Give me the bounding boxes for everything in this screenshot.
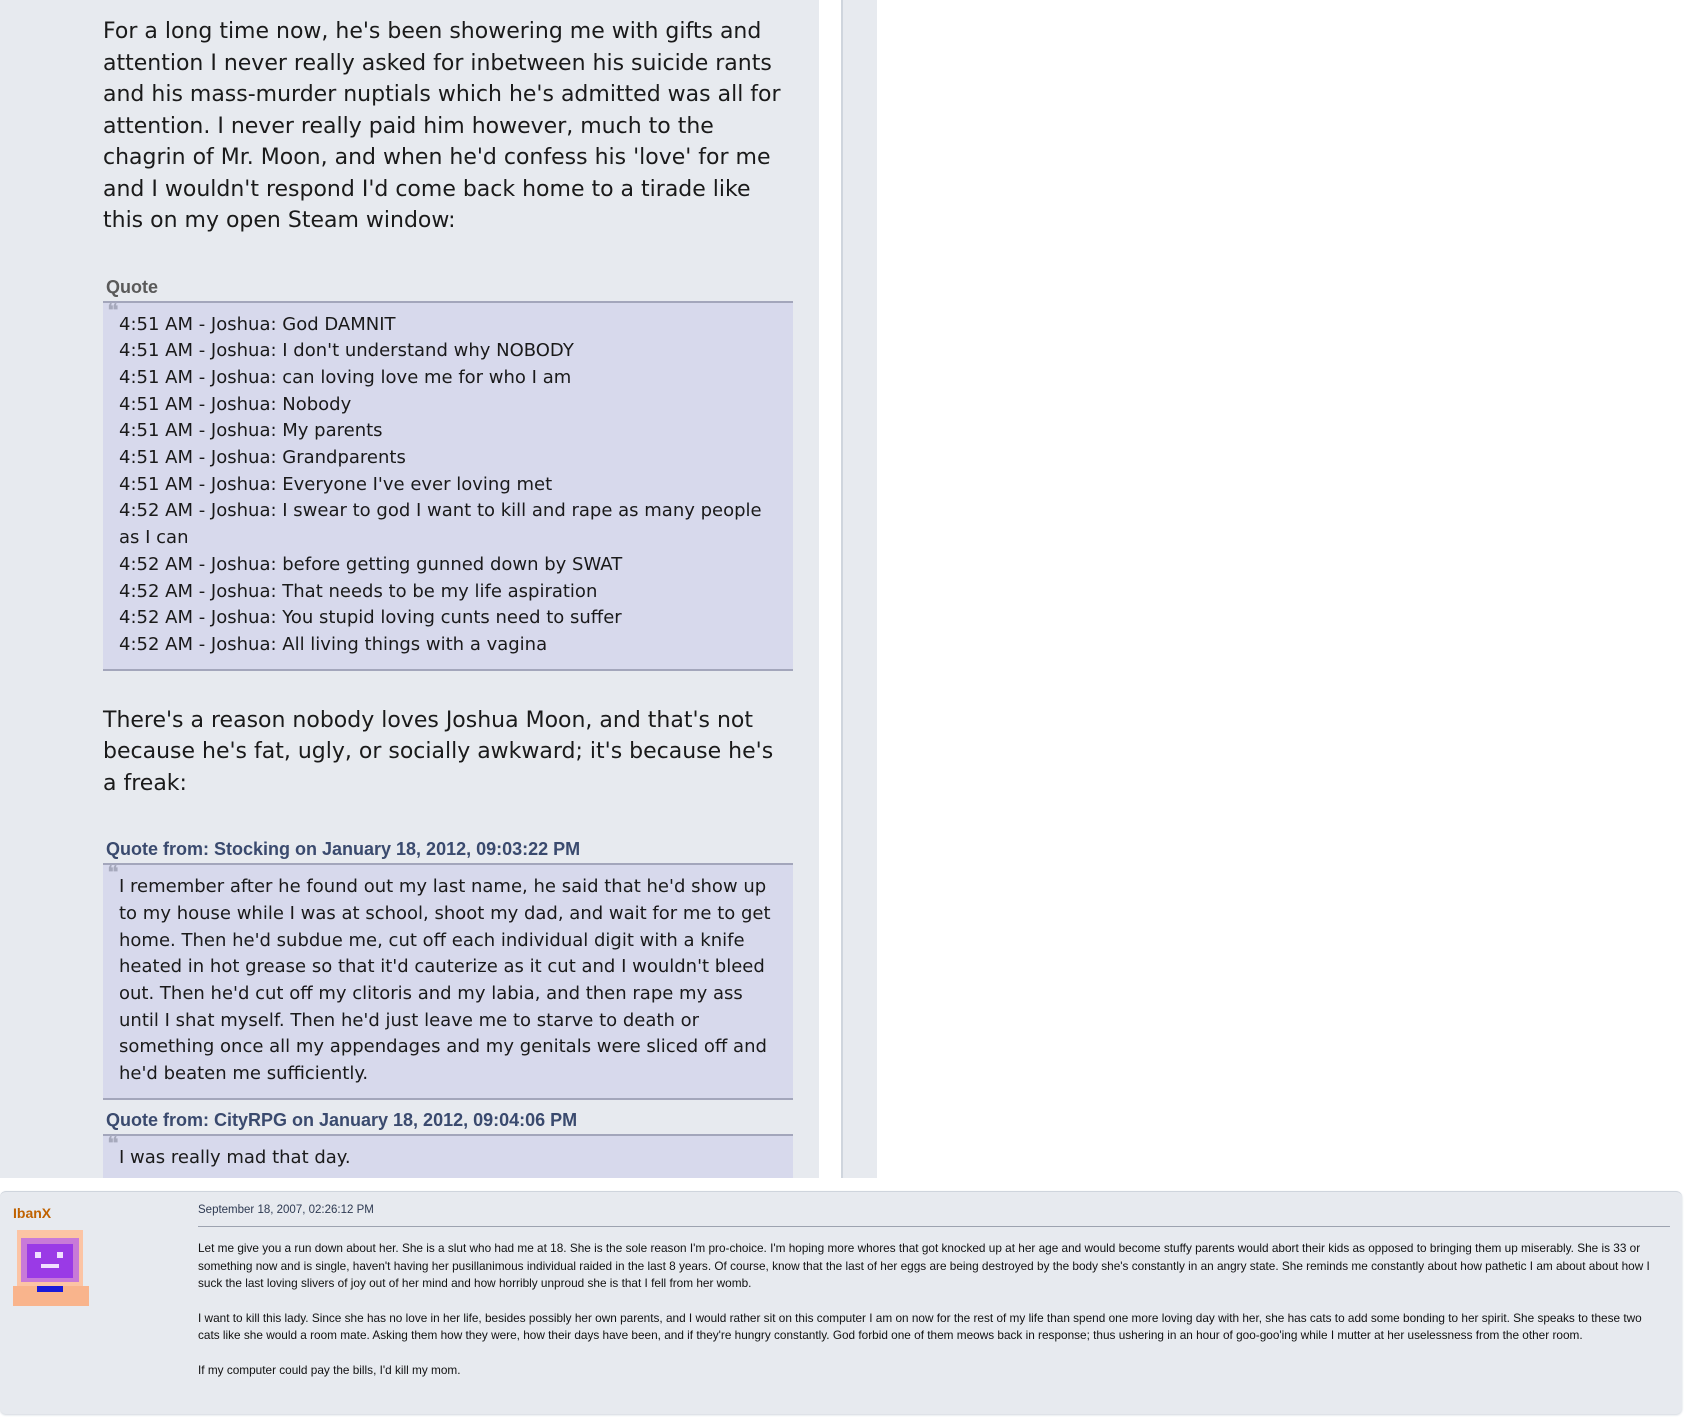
lower-paragraph-2: I want to kill this lady. Since she has no love in her life, besides possibly her own parents, and I would rather sit on this computer I am on now for the rest of my life than spend one more loving day with her, she has cats to add some bonding to her spirit. She speaks to these two cats like she would a room mate. Asking them how they were, how their days have been, and if they're hungry constantly. God forbid one of them meows back in response; thus ushering in an hour of goo-goo'ing while I mutter at her uselessness from the other room.	[198, 1310, 1642, 1342]
chat-line: 4:52 AM - Joshua: All living things with a vagina	[119, 633, 548, 655]
quote-header-1: Quote	[106, 276, 158, 297]
quote-text: I was really mad that day.	[119, 1146, 351, 1168]
post-divider	[198, 1226, 1670, 1227]
quote-mark-icon: ❝	[107, 298, 119, 324]
quote-mark-icon: ❝	[107, 1131, 119, 1157]
post-paragraph-2: There's a reason nobody loves Joshua Moon, and that's not because he's fat, ugly, or socially awkward; it's because he's a freak:	[103, 707, 774, 796]
quote-header-link-3[interactable]: Quote from: CityRPG on January 18, 2012, 09:04:06 PM	[106, 1109, 578, 1130]
chat-line: 4:52 AM - Joshua: You stupid loving cunts need to suffer	[119, 607, 622, 629]
forum-post-main	[0, 0, 819, 1178]
post-date: September 18, 2007, 02:26:12 PM	[198, 1204, 374, 1216]
quote-header-link-2[interactable]: Quote from: Stocking on January 18, 2012, 09:03:22 PM	[106, 839, 581, 860]
chat-line: 4:52 AM - Joshua: That needs to be my life aspiration	[119, 580, 598, 602]
forum-post-lower	[0, 1191, 1682, 1414]
chat-line: 4:51 AM - Joshua: Everyone I've ever loving met	[119, 473, 553, 495]
chat-line: 4:51 AM - Joshua: God DAMNIT	[119, 313, 396, 335]
chat-line: 4:52 AM - Joshua: I swear to god I want to kill and rape as many people as I can	[119, 500, 762, 549]
page-gutter	[819, 0, 841, 1178]
lower-paragraph-1: Let me give you a run down about her. She is a slut who had me at 18. She is the sole reason I'm pro-choice. I'm hoping more whores that got knocked up at her age and would become stuffy parents would abort their kids as opposed to bringing them up miserably. She is 33 or something now and is single, haven't having her pusillanimous individual raided in the last 8 years. Of course, know that the last of her eggs are being destroyed by the body she's constantly in an angry state. She reminds me constantly about how pathetic I am about about how I suck the last loving slivers of joy out of her mind and how horribly unproud she is that I fell from her womb.	[198, 1241, 1650, 1290]
quote-mark-icon: ❝	[107, 861, 119, 887]
poster-name-link[interactable]: IbanX	[13, 1205, 52, 1221]
chat-line: 4:51 AM - Joshua: I don't understand why NOBODY	[119, 340, 574, 362]
lower-post-body	[198, 1240, 1658, 1396]
chat-line: 4:51 AM - Joshua: My parents	[119, 420, 383, 442]
post-paragraph-1: For a long time now, he's been showering me with gifts and attention I never really asked for inbetween his suicide rants and his mass-murder nuptials which he's admitted was all for attention. I never really paid him however, much to the chagrin of Mr. Moon, and when he'd confess his 'love' for me and I wouldn't respond I'd come back home to a tirade like this on my open Steam window:	[103, 19, 781, 233]
chat-line: 4:52 AM - Joshua: before getting gunned down by SWAT	[119, 553, 623, 575]
quote-block-1	[103, 298, 793, 671]
quote-text: I remember after he found out my last name, he said that he'd show up to my house while I was at school, shoot my dad, and wait for me to get home. Then he'd subdue me, cut off each individual digit with a knife heated in hot grease so that it'd cauterize as it cut and I wouldn't bleed out. Then he'd cut off my clitoris and my labia, and then rape my ass until I shat myself. Then he'd just leave me to starve to death or something once all my appendages and my genitals were sliced off and he'd beaten me sufficiently.	[119, 876, 771, 1085]
chat-line: 4:51 AM - Joshua: Nobody	[119, 393, 352, 415]
lower-paragraph-3: If my computer could pay the bills, I'd kill my mom.	[198, 1362, 461, 1377]
quote-block-2	[103, 863, 793, 1100]
chat-line: 4:51 AM - Joshua: can loving love me for who I am	[119, 366, 572, 388]
post-body	[103, 16, 793, 1178]
chat-line: 4:51 AM - Joshua: Grandparents	[119, 447, 406, 469]
quote-block-3	[103, 1131, 793, 1178]
post-side-panel	[841, 0, 877, 1178]
avatar[interactable]	[13, 1230, 89, 1306]
